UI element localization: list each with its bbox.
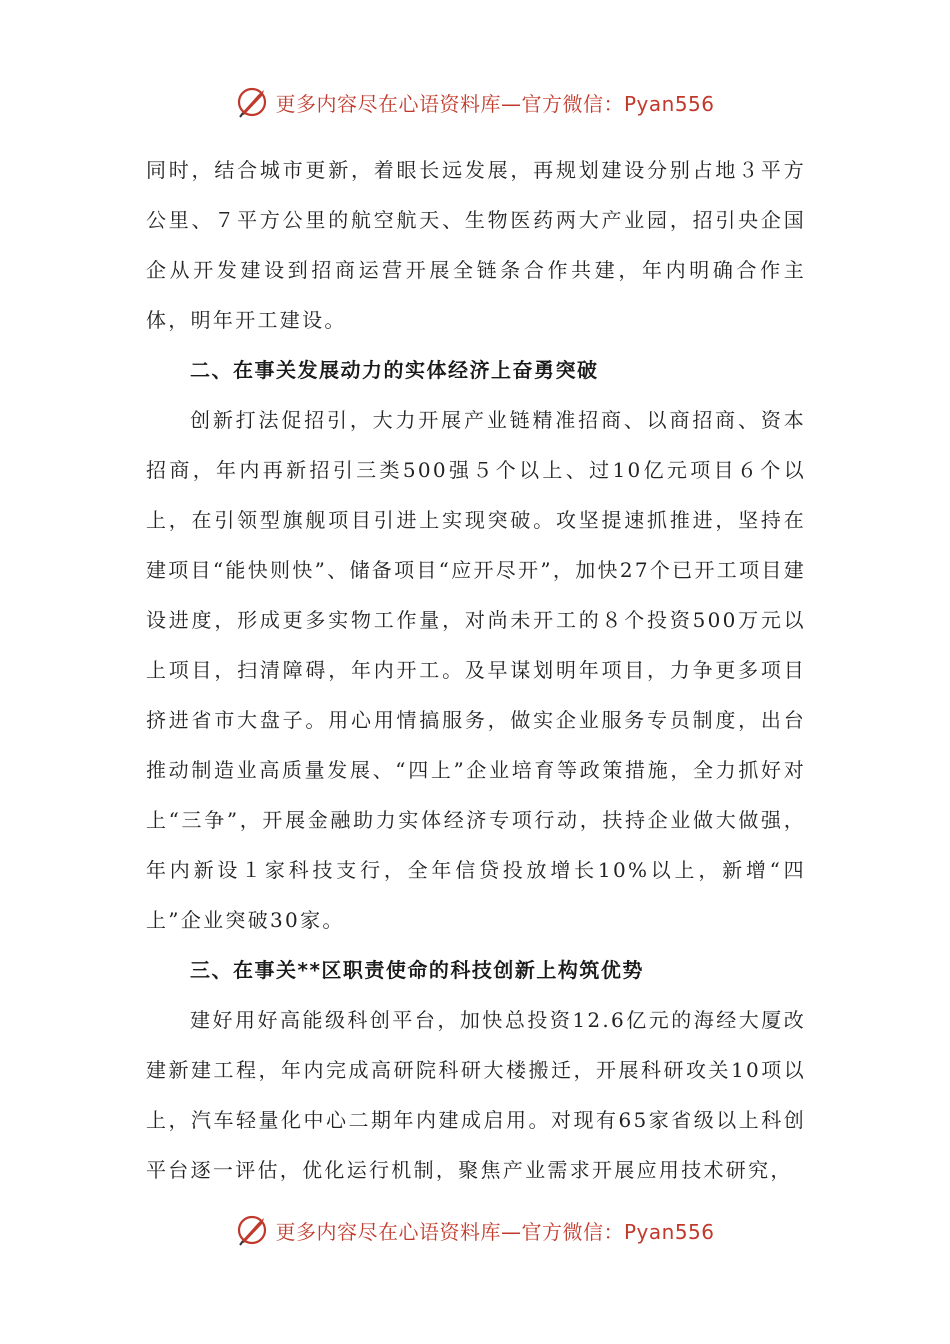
banner-main-text: 更多内容尽在心语资料库—官方微信：	[275, 91, 624, 116]
paragraph-body: 创新打法促招引，大力开展产业链精准招商、以商招商、资本招商，年内再新招引三类500强５个以上、过10亿元项目６个以上，在引领型旗舰项目引进上实现突破。攻坚提速抓推进，坚持在建项目“能快则快”、储备项目“应开尽开”，加快27个已开工项目建设进度，形成更多实物工作量，对尚未开工的８个投资500万元以上项目，扫清障碍，年内开工。及早谋划明年项目，力争更多项目挤进省市大盘子。用心用情搞服务，做实企业服务专员制度，出台推动制造业高质量发展、“四上”企业培育等政策措施，全力抓好对上“三争”，开展金融助力实体经济专项行动，扶持企业做大做强，年内新设１家科技支行，全年信贷投放增长10%以上，新增“四上”企业突破30家。	[146, 408, 806, 932]
paragraph-body: 建好用好高能级科创平台，加快总投资12.6亿元的海经大厦改建新建工程，年内完成高研院科研大楼搬迁，开展科研攻关10项以上，汽车轻量化中心二期年内建成启用。对现有65家省级以上科创平台逐一评估，优化运行机制，聚焦产业需求开展应用技术研究，	[146, 1008, 806, 1182]
pen-logo-icon	[235, 84, 271, 120]
document-body	[146, 145, 806, 1195]
pen-logo-icon	[235, 1212, 271, 1248]
footer-banner	[0, 1210, 950, 1250]
banner-wechat-id: Pyan556	[623, 1219, 715, 1244]
banner-text	[275, 88, 714, 117]
section-heading-3: 三、在事关**区职责使命的科技创新上构筑优势	[190, 958, 644, 982]
header-banner	[0, 82, 950, 122]
banner-main-text: 更多内容尽在心语资料库—官方微信：	[275, 1219, 624, 1244]
banner-wechat-id: Pyan556	[623, 91, 715, 116]
paragraph-continuation: 同时，结合城市更新，着眼长远发展，再规划建设分别占地３平方公里、７平方公里的航空航天、生物医药两大产业园，招引央企国企从开发建设到招商运营开展全链条合作共建，年内明确合作主体，明年开工建设。	[146, 158, 806, 332]
banner-text	[275, 1216, 714, 1245]
section-heading-2: 二、在事关发展动力的实体经济上奋勇突破	[190, 358, 599, 382]
